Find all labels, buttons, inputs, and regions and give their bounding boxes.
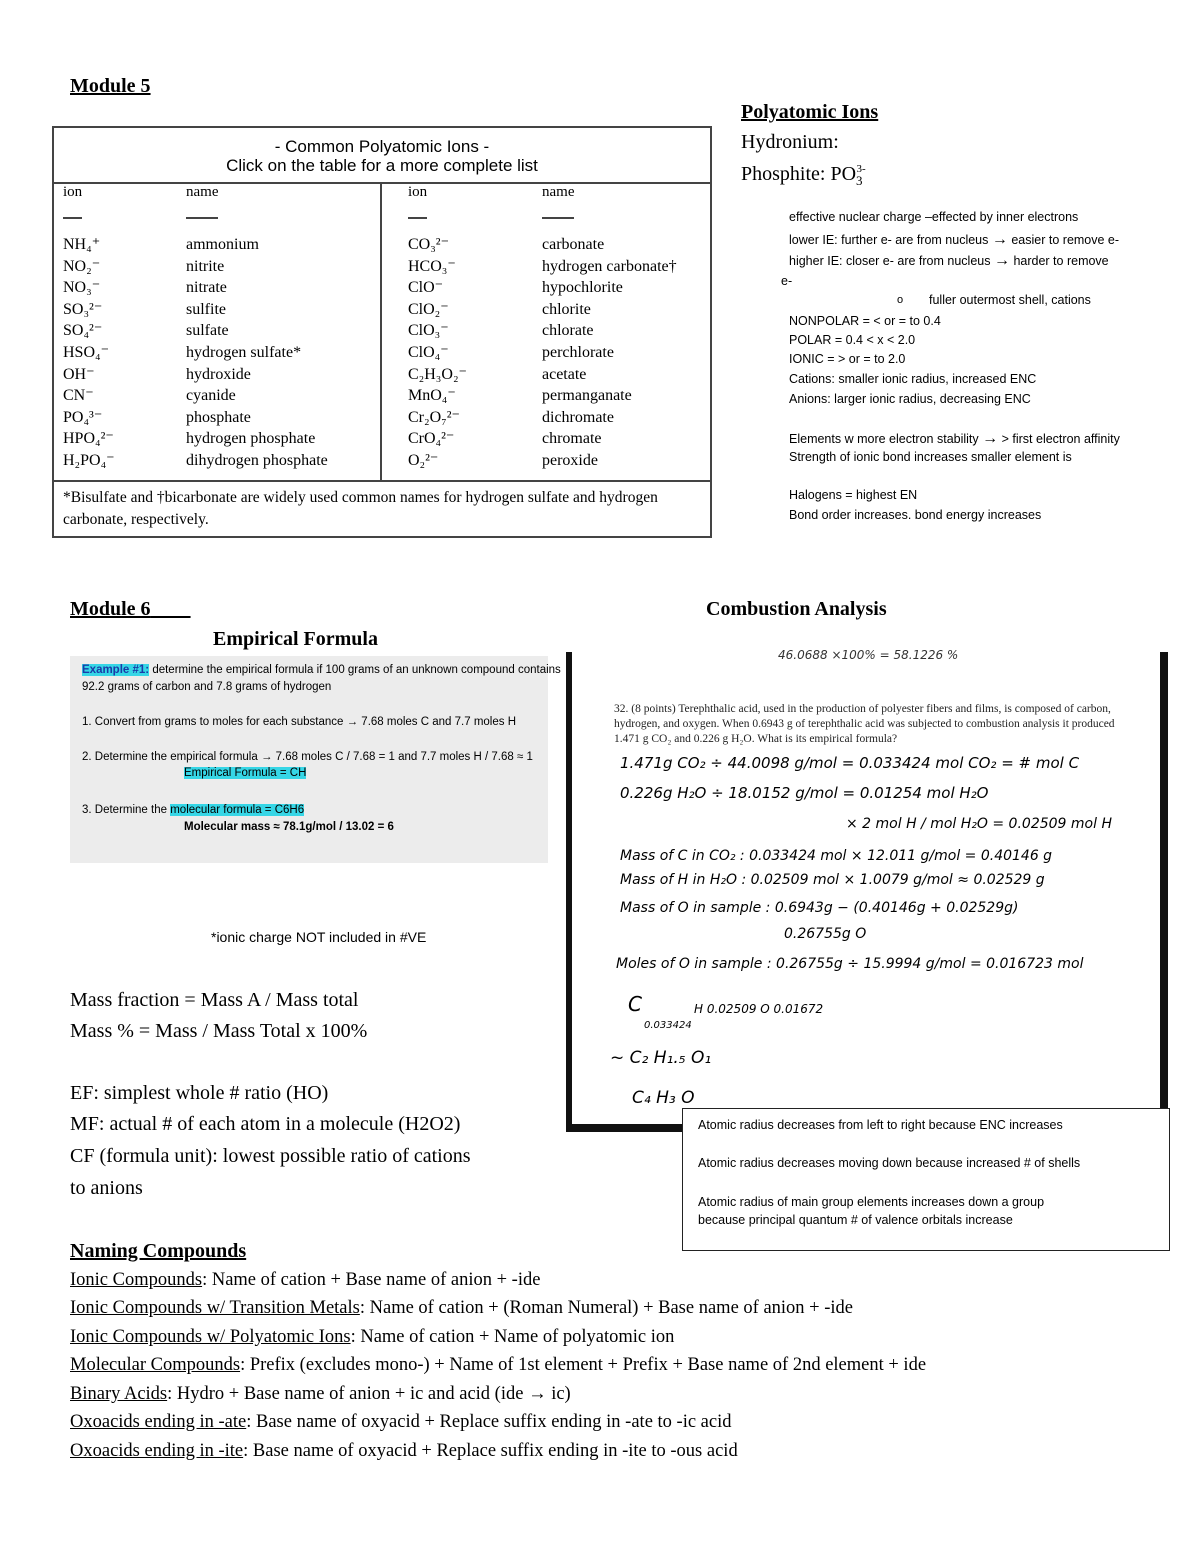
col-header-ion-2: ion bbox=[408, 184, 427, 219]
ion-formula: HSO₄⁻ bbox=[63, 343, 110, 361]
hw-line8: Moles of O in sample : 0.26755g ÷ 15.9994 g/mol = 0.016723 mol bbox=[616, 956, 1084, 972]
polyatomic-heading: Polyatomic Ions bbox=[741, 101, 879, 123]
note-stability-b: > first electron affinity bbox=[1001, 432, 1120, 446]
naming-rule bbox=[70, 1298, 853, 1319]
ion-formula: Cr₂O₇²⁻ bbox=[408, 408, 460, 426]
ion-name: nitrate bbox=[186, 279, 227, 297]
atomic-radius-box bbox=[682, 1108, 1170, 1251]
ion-name: chlorite bbox=[542, 300, 591, 318]
ion-name: ammonium bbox=[186, 236, 259, 253]
ion-name: permanganate bbox=[542, 387, 632, 405]
combustion-worksheet-image bbox=[566, 648, 1168, 1132]
col-header-name-2: name bbox=[542, 184, 574, 219]
hydronium-label: Hydronium: bbox=[741, 131, 839, 153]
naming-rule bbox=[70, 1441, 738, 1462]
mass-fraction: Mass fraction = Mass A / Mass total bbox=[70, 989, 359, 1011]
ion-formula: MnO₄⁻ bbox=[408, 387, 456, 405]
combustion-heading: Combustion Analysis bbox=[706, 598, 887, 620]
note-fuller: fuller outermost shell, cations bbox=[929, 293, 1091, 307]
ion-name: perchlorate bbox=[542, 343, 614, 361]
problem-line3: 1.471 g CO₂ and 0.226 g H₂O. What is its empirical formula? bbox=[614, 733, 898, 745]
col-header-ion: ion bbox=[63, 184, 82, 219]
mf-definition: MF: actual # of each atom in a molecule (H2O2) bbox=[70, 1113, 461, 1135]
hw-line2: 0.226g H₂O ÷ 18.0152 g/mol = 0.01254 mol H₂O bbox=[620, 784, 989, 802]
bullet-icon: o bbox=[897, 294, 904, 306]
naming-rule bbox=[70, 1355, 926, 1376]
hw-line6: Mass of O in sample : 0.6943g − (0.40146g + 0.02529g) bbox=[620, 900, 1019, 916]
ion-name: hydrogen carbonate† bbox=[542, 257, 677, 275]
ion-formula: CO₃²⁻ bbox=[408, 236, 450, 253]
ion-formula: C₂H₃O₂⁻ bbox=[408, 365, 467, 383]
table-title bbox=[54, 128, 710, 184]
atomic-line4: because principal quantum # of valence orbitals increase bbox=[698, 1213, 1013, 1227]
hw-line11: C₄ H₃ O bbox=[632, 1088, 695, 1108]
empirical-example-image bbox=[70, 656, 561, 863]
ion-formula: SO₄²⁻ bbox=[63, 322, 103, 340]
cf-definition-1: CF (formula unit): lowest possible ratio of cations bbox=[70, 1145, 471, 1167]
note-polar: POLAR = 0.4 < x < 2.0 bbox=[789, 333, 916, 347]
ion-name: hydroxide bbox=[186, 365, 251, 383]
table-footnote: *Bisulfate and †bicarbonate are widely used common names for hydrogen sulfate and hydrogen carbonate, respectively. bbox=[54, 480, 710, 531]
naming-rule-desc: : Name of cation + (Roman Numeral) + Base name of anion + -ide bbox=[359, 1298, 853, 1318]
ion-name: hypochlorite bbox=[542, 279, 623, 297]
ion-formula: ClO₂⁻ bbox=[408, 300, 449, 318]
arrow-icon: → bbox=[993, 252, 1010, 269]
col-header-name: name bbox=[186, 184, 218, 219]
ion-name: sulfite bbox=[186, 300, 226, 318]
note-stability bbox=[789, 430, 1120, 448]
ion-formula: SO₃²⁻ bbox=[63, 300, 103, 318]
hw-line3: × 2 mol H / mol H₂O = 0.02509 mol H bbox=[846, 816, 1112, 832]
note-halogens: Halogens = highest EN bbox=[789, 488, 918, 502]
note-higher-ie-a: higher IE: closer e- are from nucleus bbox=[789, 254, 991, 268]
example-molecular-mass: Molecular mass ≈ 78.1g/mol / 13.02 = 6 bbox=[184, 821, 394, 833]
note-ionic: IONIC = > or = to 2.0 bbox=[789, 352, 906, 366]
column-divider bbox=[380, 184, 382, 480]
polyatomic-ions-table[interactable] bbox=[52, 126, 712, 538]
naming-rule-term: Oxoacids ending in -ite bbox=[70, 1441, 244, 1461]
note-bond-order: Bond order increases. bond energy increases bbox=[789, 508, 1042, 522]
atomic-line1: Atomic radius decreases from left to right because ENC increases bbox=[698, 1118, 1063, 1132]
atomic-line2: Atomic radius decreases moving down because increased # of shells bbox=[698, 1156, 1081, 1170]
hw-line9-ho: H 0.02509 O 0.01672 bbox=[694, 1002, 824, 1016]
ion-name: chlorate bbox=[542, 322, 594, 340]
example-text2: 92.2 grams of carbon and 7.8 grams of hydrogen bbox=[82, 681, 332, 693]
naming-rule bbox=[70, 1327, 674, 1348]
module5-heading: Module 5 bbox=[70, 75, 151, 97]
ion-formula: ClO⁻ bbox=[408, 279, 444, 297]
ion-name: acetate bbox=[542, 365, 587, 383]
ion-formula: NH₄⁺ bbox=[63, 236, 101, 253]
example-empirical-formula: Empirical Formula = CH bbox=[184, 767, 307, 779]
naming-rule bbox=[70, 1384, 571, 1405]
note-lower-ie-b: easier to remove e- bbox=[1011, 233, 1120, 247]
ion-formula: NO₃⁻ bbox=[63, 279, 101, 297]
naming-rule-term: Ionic Compounds bbox=[70, 1270, 203, 1290]
cf-definition-2: to anions bbox=[70, 1177, 143, 1199]
ion-formula: ClO₃⁻ bbox=[408, 322, 449, 340]
note-higher-ie-b: harder to remove bbox=[1013, 254, 1109, 268]
hw-line1: 1.471g CO₂ ÷ 44.0098 g/mol = 0.033424 mol CO₂ = # mol C bbox=[620, 754, 1080, 772]
ion-formula: CrO₄²⁻ bbox=[408, 430, 455, 448]
hw-line9-csub: 0.033424 bbox=[644, 1020, 692, 1031]
right-names-column bbox=[542, 234, 677, 472]
hw-line9-c: C bbox=[628, 992, 642, 1016]
naming-rule-desc: : Name of cation + Base name of anion + -ide bbox=[202, 1270, 541, 1290]
ion-formula: NO₂⁻ bbox=[63, 257, 101, 275]
ion-formula: CN⁻ bbox=[63, 387, 94, 405]
naming-rule-desc: : Base name of oxyacid + Replace suffix ending in -ate to -ic acid bbox=[246, 1412, 732, 1432]
hw-line5: Mass of H in H₂O : 0.02509 mol × 1.0079 g/mol ≈ 0.02529 g bbox=[620, 872, 1045, 888]
example-text1: determine the empirical formula if 100 grams of an unknown compound contains bbox=[149, 664, 561, 676]
ion-name: phosphate bbox=[186, 408, 251, 426]
ion-name: cyanide bbox=[186, 387, 236, 405]
ion-name: dihydrogen phosphate bbox=[186, 451, 328, 469]
example-molecular-formula: molecular formula = C6H6 bbox=[170, 804, 305, 816]
ion-formula: OH⁻ bbox=[63, 365, 95, 383]
ion-name: peroxide bbox=[542, 451, 598, 469]
table-title-line2[interactable]: Click on the table for a more complete list bbox=[226, 156, 538, 175]
phosphite-sup: 3- bbox=[856, 163, 866, 176]
hw-line10: ~ C₂ H₁.₅ O₁ bbox=[610, 1048, 712, 1068]
arrow-icon: → bbox=[982, 430, 999, 447]
ion-formula: PO₄³⁻ bbox=[63, 408, 103, 426]
naming-rule-desc: : Prefix (excludes mono-) + Name of 1st element + Prefix + Base name of 2nd element + ide bbox=[240, 1355, 927, 1375]
phosphite-sub: 3 bbox=[856, 173, 863, 188]
naming-rule bbox=[70, 1270, 540, 1291]
naming-rule-term: Oxoacids ending in -ate bbox=[70, 1412, 247, 1432]
naming-rule-desc: : Base name of oxyacid + Replace suffix ending in -ite to -ous acid bbox=[243, 1441, 738, 1461]
ion-formula: HCO₃⁻ bbox=[408, 257, 456, 275]
ion-name: chromate bbox=[542, 430, 602, 448]
hw-line4: Mass of C in CO₂ : 0.033424 mol × 12.011 g/mol = 0.40146 g bbox=[620, 848, 1053, 864]
phosphite-text: Phosphite: PO bbox=[741, 163, 857, 185]
example-step3a: 3. Determine the bbox=[82, 804, 171, 816]
naming-rule-term: Molecular Compounds bbox=[70, 1355, 241, 1375]
ion-name: hydrogen sulfate* bbox=[186, 343, 302, 361]
naming-heading: Naming Compounds bbox=[70, 1240, 247, 1262]
note-anions: Anions: larger ionic radius, decreasing ENC bbox=[789, 392, 1031, 406]
ion-name: carbonate bbox=[542, 236, 605, 253]
arrow-icon: → bbox=[991, 231, 1008, 248]
ion-name: hydrogen phosphate bbox=[186, 430, 316, 448]
module6-heading-text: Module 6 bbox=[70, 598, 151, 620]
right-ions-column bbox=[408, 234, 467, 472]
note-enc: effective nuclear charge –effected by inner electrons bbox=[789, 210, 1079, 224]
ion-name: sulfate bbox=[186, 322, 229, 340]
empirical-heading: Empirical Formula bbox=[213, 628, 378, 650]
table-title-line1: - Common Polyatomic Ions - bbox=[274, 137, 490, 156]
note-stability-a: Elements w more electron stability bbox=[789, 432, 979, 446]
naming-rule bbox=[70, 1412, 732, 1433]
problem-line1: 32. (8 points) Terephthalic acid, used in the production of polyester fibers and films, is composed of carbon, bbox=[614, 703, 1111, 715]
ion-name: nitrite bbox=[186, 257, 225, 275]
note-lower-ie-a: lower IE: further e- are from nucleus bbox=[789, 233, 989, 247]
note-ionic-bond: Strength of ionic bond increases smaller element is bbox=[789, 450, 1072, 464]
top-scrawl: 46.0688 ×100% = 58.1226 % bbox=[778, 648, 959, 662]
left-names-column bbox=[186, 234, 328, 472]
atomic-line3: Atomic radius of main group elements increases down a group bbox=[698, 1195, 1045, 1209]
note-lower-ie bbox=[789, 231, 1119, 249]
ion-formula: O₂²⁻ bbox=[408, 451, 439, 469]
example-step3 bbox=[82, 804, 304, 816]
naming-rule-term: Binary Acids bbox=[70, 1384, 168, 1404]
mass-percent: Mass % = Mass / Mass Total x 100% bbox=[70, 1020, 368, 1042]
example-line1 bbox=[82, 664, 561, 676]
ion-formula: ClO₄⁻ bbox=[408, 343, 449, 361]
naming-rule-desc: : Name of cation + Name of polyatomic ion bbox=[350, 1327, 675, 1347]
ionic-charge-note: *ionic charge NOT included in #VE bbox=[211, 929, 427, 945]
example-label: Example #1: bbox=[82, 664, 150, 676]
phosphite-label bbox=[741, 163, 872, 189]
note-cations: Cations: smaller ionic radius, increased ENC bbox=[789, 372, 1037, 386]
module6-heading bbox=[70, 598, 191, 621]
example-step2: 2. Determine the empirical formula → 7.68 moles C / 7.68 = 1 and 7.7 moles H / 7.68 ≈ 1 bbox=[82, 751, 533, 763]
ion-name: dichromate bbox=[542, 408, 614, 426]
problem-line2: hydrogen, and oxygen. When 0.6943 g of terephthalic acid was subjected to combustion analysis it produced bbox=[614, 718, 1115, 730]
naming-rule-term: Ionic Compounds w/ Transition Metals bbox=[70, 1298, 360, 1318]
hw-line7: 0.26755g O bbox=[784, 926, 867, 942]
problem-text bbox=[614, 702, 1115, 747]
note-nonpolar: NONPOLAR = < or = to 0.4 bbox=[789, 314, 941, 328]
left-ions-column bbox=[63, 234, 115, 472]
note-higher-ie-c: e- bbox=[781, 274, 793, 288]
ion-formula: HPO₄²⁻ bbox=[63, 430, 114, 448]
naming-rule-desc: : Hydro + Base name of anion + ic and acid (ide → ic) bbox=[167, 1384, 571, 1404]
naming-rule-term: Ionic Compounds w/ Polyatomic Ions bbox=[70, 1327, 351, 1347]
example-step1: 1. Convert from grams to moles for each substance → 7.68 moles C and 7.7 moles H bbox=[82, 716, 516, 728]
ion-formula: H₂PO₄⁻ bbox=[63, 451, 115, 469]
ef-definition: EF: simplest whole # ratio (HO) bbox=[70, 1082, 329, 1104]
note-higher-ie bbox=[789, 252, 1109, 270]
